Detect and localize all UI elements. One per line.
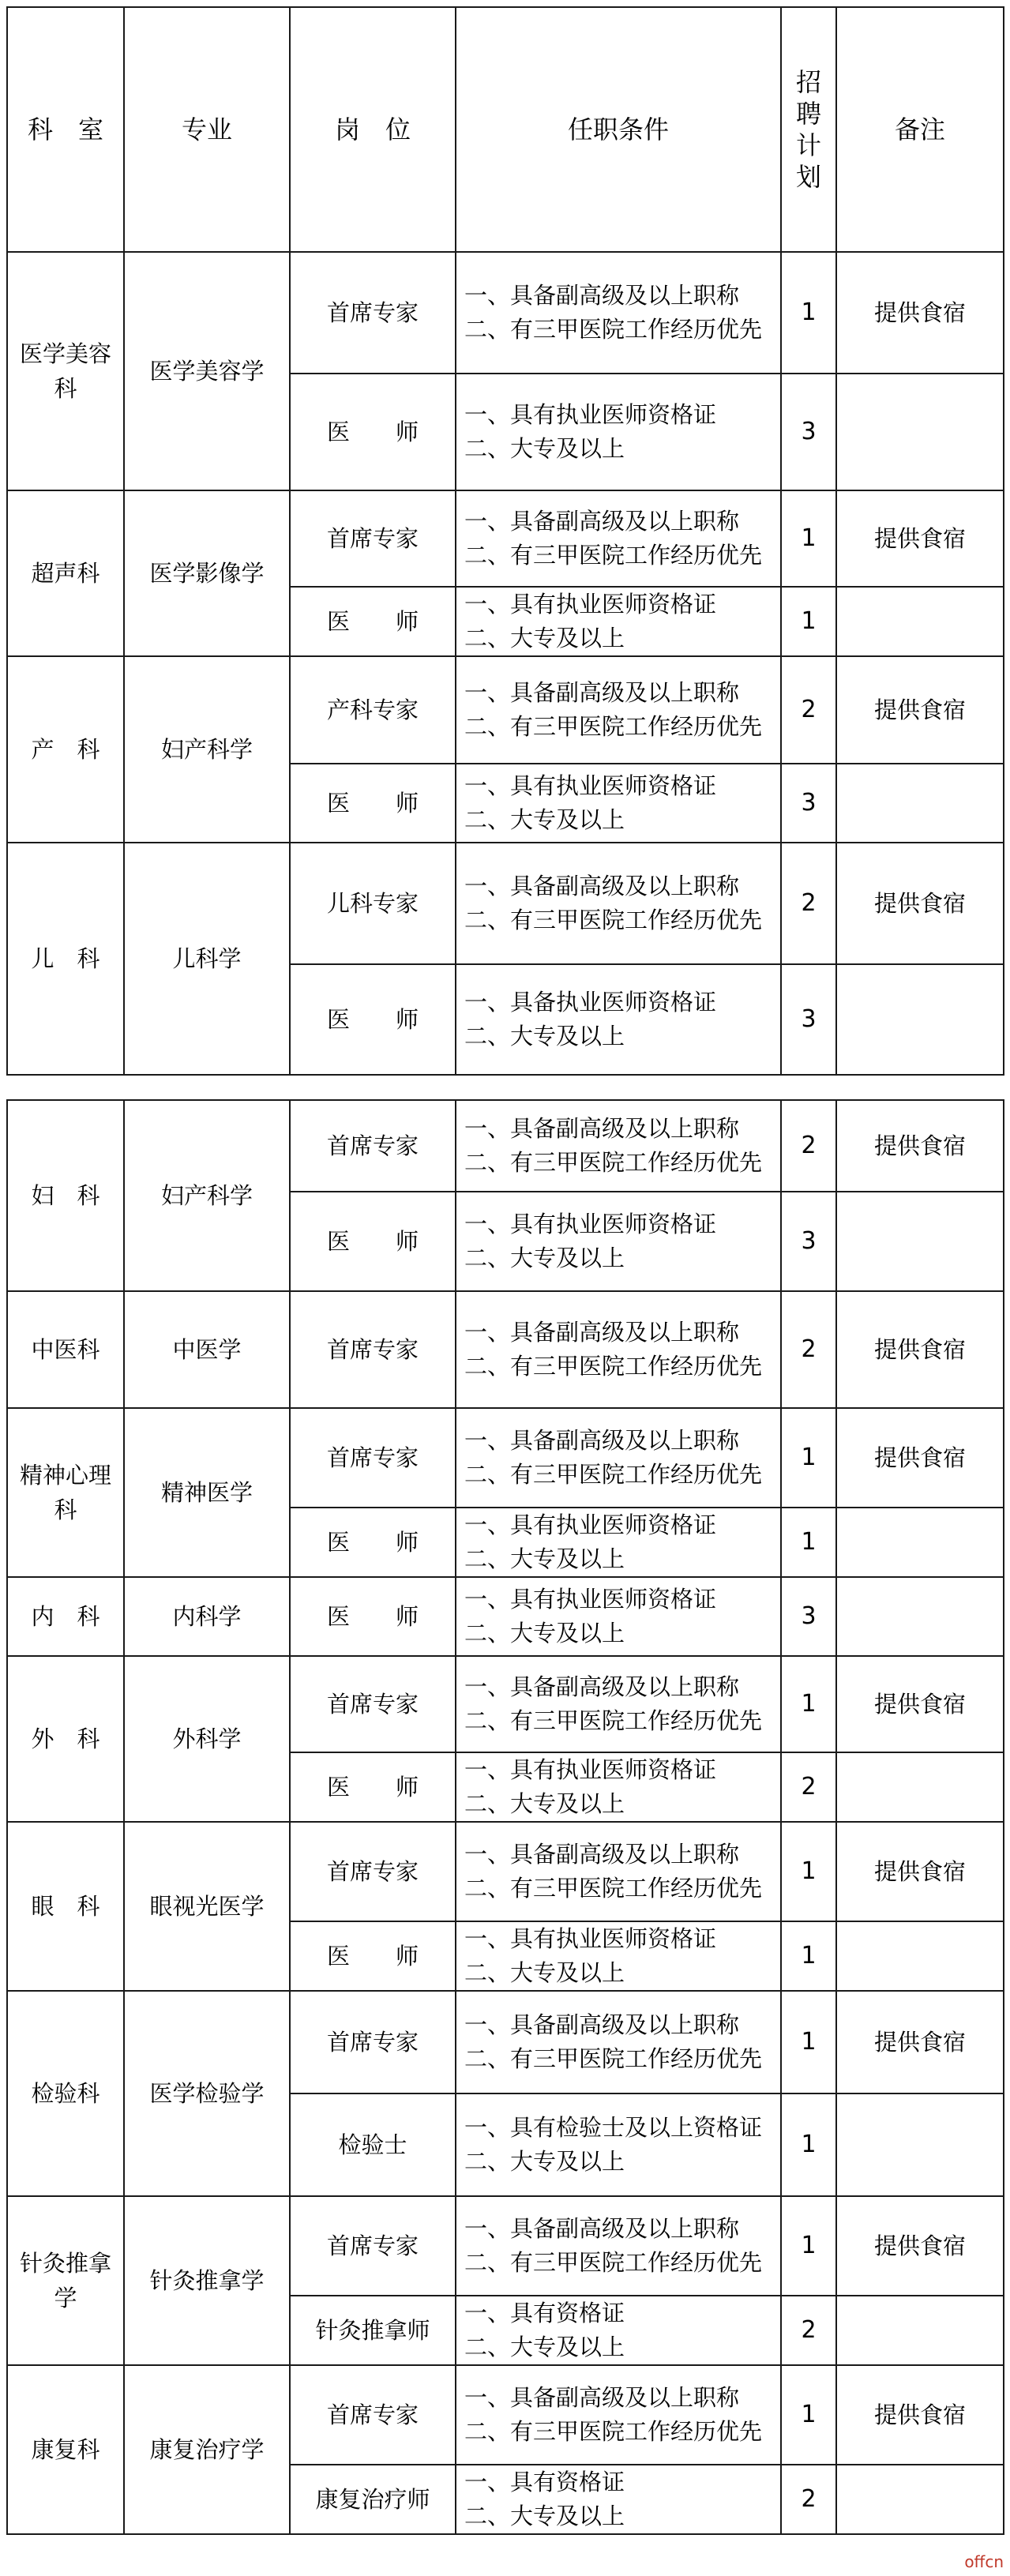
position-cell: 医 师 — [290, 764, 456, 843]
position-cell: 医 师 — [290, 1577, 456, 1656]
remark-cell — [836, 1577, 1004, 1656]
requirement-line: 二、有三甲医院工作经历优先 — [464, 316, 763, 343]
requirement-line: 一、具备副高级及以上职称 — [464, 1115, 740, 1142]
position-cell: 首席专家 — [290, 1408, 456, 1508]
table-row — [7, 1577, 1004, 1656]
plan-count-cell: 1 — [781, 1408, 836, 1508]
plan-count-cell: 1 — [781, 1991, 836, 2093]
department-cell: 医学美容科 — [7, 252, 124, 490]
requirement-line: 二、有三甲医院工作经历优先 — [464, 713, 763, 740]
table-body-top — [7, 252, 1004, 1075]
requirement-line: 一、具有检验士及以上资格证 — [464, 2114, 763, 2141]
requirement-line: 一、具有资格证 — [464, 2300, 625, 2326]
department-cell: 超声科 — [7, 490, 124, 656]
remark-cell: 提供食宿 — [836, 252, 1004, 374]
table-row — [7, 1100, 1004, 1192]
position-cell: 医 师 — [290, 1921, 456, 1991]
requirements-cell — [456, 1921, 781, 1991]
remark-cell — [836, 1192, 1004, 1291]
requirement-line: 一、具备副高级及以上职称 — [464, 282, 740, 309]
requirement-line: 二、有三甲医院工作经历优先 — [464, 1353, 763, 1380]
remark-cell — [836, 2296, 1004, 2365]
specialty-cell: 眼视光医学 — [124, 1822, 290, 1991]
table-row — [7, 2365, 1004, 2465]
remark-cell — [836, 964, 1004, 1075]
recruitment-table-top — [6, 6, 1004, 1076]
specialty-cell: 医学美容学 — [124, 252, 290, 490]
plan-count-cell: 1 — [781, 1822, 836, 1921]
requirements-cell — [456, 1291, 781, 1408]
requirement-line: 二、大专及以上 — [464, 1790, 625, 1817]
table-row — [7, 1656, 1004, 1752]
remark-cell — [836, 1752, 1004, 1822]
requirements-cell — [456, 1408, 781, 1508]
position-cell: 医 师 — [290, 1192, 456, 1291]
position-cell: 首席专家 — [290, 1100, 456, 1192]
table-row — [7, 656, 1004, 764]
department-cell: 检验科 — [7, 1991, 124, 2196]
remark-cell — [836, 587, 1004, 656]
department-cell: 外 科 — [7, 1656, 124, 1822]
requirements-cell — [456, 1991, 781, 2093]
position-cell: 产科专家 — [290, 656, 456, 764]
requirement-line: 一、具备副高级及以上职称 — [464, 2011, 740, 2038]
table-row — [7, 252, 1004, 374]
requirement-line: 二、有三甲医院工作经历优先 — [464, 1461, 763, 1488]
requirement-line: 一、具备副高级及以上职称 — [464, 1319, 740, 1346]
position-cell: 首席专家 — [290, 1291, 456, 1408]
position-cell: 检验士 — [290, 2093, 456, 2196]
plan-count-cell: 1 — [781, 490, 836, 587]
requirement-line: 二、有三甲医院工作经历优先 — [464, 1875, 763, 1902]
department-cell: 眼 科 — [7, 1822, 124, 1991]
requirements-cell — [456, 964, 781, 1075]
requirement-line: 二、大专及以上 — [464, 625, 625, 652]
plan-count-cell: 1 — [781, 2365, 836, 2465]
requirements-cell — [456, 656, 781, 764]
requirements-cell — [456, 1192, 781, 1291]
plan-count-cell: 2 — [781, 2465, 836, 2534]
requirements-cell — [456, 2196, 781, 2296]
requirements-cell — [456, 252, 781, 374]
plan-count-cell: 1 — [781, 1508, 836, 1577]
department-cell: 针灸推拿学 — [7, 2196, 124, 2365]
requirement-line: 二、大专及以上 — [464, 806, 625, 833]
requirement-line: 二、大专及以上 — [464, 2503, 625, 2529]
table-row — [7, 1291, 1004, 1408]
remark-cell: 提供食宿 — [836, 1656, 1004, 1752]
position-cell: 首席专家 — [290, 1822, 456, 1921]
requirement-line: 二、有三甲医院工作经历优先 — [464, 1149, 763, 1176]
position-cell: 首席专家 — [290, 252, 456, 374]
remark-cell: 提供食宿 — [836, 2365, 1004, 2465]
header-remark: 备注 — [836, 7, 1004, 252]
requirement-line: 二、有三甲医院工作经历优先 — [464, 2045, 763, 2072]
position-cell: 儿科专家 — [290, 843, 456, 964]
requirements-cell — [456, 1577, 781, 1656]
plan-count-cell: 3 — [781, 764, 836, 843]
table-row — [7, 1991, 1004, 2093]
plan-count-cell: 2 — [781, 2296, 836, 2365]
requirement-line: 一、具备副高级及以上职称 — [464, 1427, 740, 1454]
position-cell: 康复治疗师 — [290, 2465, 456, 2534]
requirement-line: 一、具备副高级及以上职称 — [464, 2384, 740, 2411]
department-cell: 中医科 — [7, 1291, 124, 1408]
remark-cell — [836, 1921, 1004, 1991]
header-department: 科 室 — [7, 7, 124, 252]
requirement-line: 二、大专及以上 — [464, 435, 625, 462]
requirements-cell — [456, 374, 781, 490]
requirement-line: 二、有三甲医院工作经历优先 — [464, 2418, 763, 2445]
department-cell: 妇 科 — [7, 1100, 124, 1291]
requirement-line: 一、具有执业医师资格证 — [464, 401, 717, 428]
remark-cell — [836, 1508, 1004, 1577]
specialty-cell: 医学影像学 — [124, 490, 290, 656]
requirements-cell — [456, 1100, 781, 1192]
requirement-line: 二、大专及以上 — [464, 2148, 625, 2175]
department-cell: 儿 科 — [7, 843, 124, 1075]
requirement-line: 一、具有执业医师资格证 — [464, 1756, 717, 1783]
remark-cell: 提供食宿 — [836, 1291, 1004, 1408]
remark-cell: 提供食宿 — [836, 490, 1004, 587]
specialty-cell: 外科学 — [124, 1656, 290, 1822]
department-cell: 产 科 — [7, 656, 124, 843]
department-cell: 内 科 — [7, 1577, 124, 1656]
plan-count-cell: 3 — [781, 374, 836, 490]
requirement-line: 一、具有执业医师资格证 — [464, 1925, 717, 1952]
remark-cell — [836, 2093, 1004, 2196]
plan-count-cell: 2 — [781, 656, 836, 764]
requirement-line: 二、有三甲医院工作经历优先 — [464, 542, 763, 569]
position-cell: 首席专家 — [290, 1991, 456, 2093]
requirements-cell — [456, 1508, 781, 1577]
requirement-line: 一、具备副高级及以上职称 — [464, 873, 740, 899]
requirement-line: 一、具备副高级及以上职称 — [464, 679, 740, 706]
remark-cell: 提供食宿 — [836, 1991, 1004, 2093]
remark-cell: 提供食宿 — [836, 843, 1004, 964]
position-cell: 医 师 — [290, 964, 456, 1075]
position-cell: 首席专家 — [290, 1656, 456, 1752]
remark-cell: 提供食宿 — [836, 1408, 1004, 1508]
plan-count-cell: 2 — [781, 1291, 836, 1408]
remark-cell — [836, 374, 1004, 490]
plan-count-cell: 1 — [781, 2196, 836, 2296]
table-row — [7, 490, 1004, 587]
department-cell: 康复科 — [7, 2365, 124, 2534]
plan-count-cell: 1 — [781, 252, 836, 374]
requirement-line: 二、大专及以上 — [464, 1245, 625, 1271]
position-cell: 医 师 — [290, 1508, 456, 1577]
requirement-line: 二、大专及以上 — [464, 1545, 625, 1572]
requirement-line: 一、具有资格证 — [464, 2469, 625, 2495]
plan-count-cell: 3 — [781, 964, 836, 1075]
remark-cell: 提供食宿 — [836, 1100, 1004, 1192]
requirement-line: 一、具有执业医师资格证 — [464, 591, 717, 618]
position-cell: 医 师 — [290, 1752, 456, 1822]
requirement-line: 二、有三甲医院工作经历优先 — [464, 907, 763, 933]
header-requirements: 任职条件 — [456, 7, 781, 252]
position-cell: 医 师 — [290, 587, 456, 656]
position-cell: 首席专家 — [290, 490, 456, 587]
specialty-cell: 针灸推拿学 — [124, 2196, 290, 2365]
requirements-cell — [456, 1752, 781, 1822]
remark-cell: 提供食宿 — [836, 2196, 1004, 2296]
requirement-line: 一、具有执业医师资格证 — [464, 1511, 717, 1538]
requirement-line: 一、具备执业医师资格证 — [464, 989, 717, 1016]
header-row — [7, 7, 1004, 252]
table-row — [7, 1408, 1004, 1508]
requirement-line: 一、具备副高级及以上职称 — [464, 2215, 740, 2242]
plan-count-cell: 1 — [781, 2093, 836, 2196]
requirement-line: 二、有三甲医院工作经历优先 — [464, 2249, 763, 2276]
plan-count-cell: 1 — [781, 1921, 836, 1991]
requirements-cell — [456, 1656, 781, 1752]
header-position: 岗 位 — [290, 7, 456, 252]
requirement-line: 二、大专及以上 — [464, 1620, 625, 1647]
requirements-cell — [456, 587, 781, 656]
requirements-cell — [456, 1822, 781, 1921]
specialty-cell: 妇产科学 — [124, 1100, 290, 1291]
position-cell: 首席专家 — [290, 2365, 456, 2465]
requirement-line: 一、具备副高级及以上职称 — [464, 1841, 740, 1868]
header-specialty: 专业 — [124, 7, 290, 252]
position-cell: 针灸推拿师 — [290, 2296, 456, 2365]
position-cell: 首席专家 — [290, 2196, 456, 2296]
remark-cell — [836, 2465, 1004, 2534]
requirements-cell — [456, 764, 781, 843]
requirement-line: 二、大专及以上 — [464, 1023, 625, 1050]
requirement-line: 一、具备副高级及以上职称 — [464, 508, 740, 535]
requirements-cell — [456, 2093, 781, 2196]
plan-count-cell: 2 — [781, 1100, 836, 1192]
table-row — [7, 1822, 1004, 1921]
remark-cell: 提供食宿 — [836, 1822, 1004, 1921]
requirement-line: 二、大专及以上 — [464, 2334, 625, 2360]
plan-count-cell: 1 — [781, 1656, 836, 1752]
table-row — [7, 843, 1004, 964]
remark-cell — [836, 764, 1004, 843]
table-row — [7, 2196, 1004, 2296]
header-plan: 招聘计划 — [781, 7, 836, 252]
requirement-line: 一、具有执业医师资格证 — [464, 772, 717, 799]
requirements-cell — [456, 843, 781, 964]
specialty-cell: 中医学 — [124, 1291, 290, 1408]
requirements-cell — [456, 2465, 781, 2534]
position-cell: 医 师 — [290, 374, 456, 490]
requirements-cell — [456, 490, 781, 587]
plan-count-cell: 2 — [781, 843, 836, 964]
requirement-line: 二、大专及以上 — [464, 1959, 625, 1986]
plan-count-cell: 2 — [781, 1752, 836, 1822]
specialty-cell: 内科学 — [124, 1577, 290, 1656]
department-cell: 精神心理科 — [7, 1408, 124, 1577]
requirement-line: 一、具备副高级及以上职称 — [464, 1673, 740, 1700]
requirement-line: 一、具有执业医师资格证 — [464, 1211, 717, 1237]
requirements-cell — [456, 2365, 781, 2465]
recruitment-table-bottom — [6, 1099, 1004, 2535]
specialty-cell: 精神医学 — [124, 1408, 290, 1577]
plan-count-cell: 3 — [781, 1192, 836, 1291]
requirement-line: 一、具有执业医师资格证 — [464, 1586, 717, 1613]
remark-cell: 提供食宿 — [836, 656, 1004, 764]
requirement-line: 二、有三甲医院工作经历优先 — [464, 1707, 763, 1734]
specialty-cell: 妇产科学 — [124, 656, 290, 843]
requirements-cell — [456, 2296, 781, 2365]
specialty-cell: 医学检验学 — [124, 1991, 290, 2196]
plan-count-cell: 3 — [781, 1577, 836, 1656]
specialty-cell: 儿科学 — [124, 843, 290, 1075]
watermark: offcn — [964, 2552, 1004, 2571]
table-body-bottom — [7, 1100, 1004, 2534]
plan-count-cell: 1 — [781, 587, 836, 656]
specialty-cell: 康复治疗学 — [124, 2365, 290, 2534]
